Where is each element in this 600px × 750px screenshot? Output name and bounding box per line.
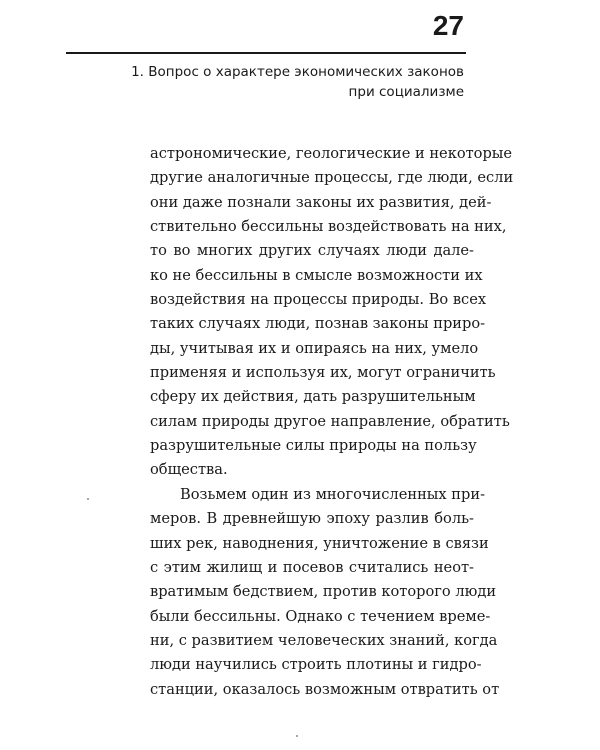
- text-line: были бессильны. Однако с течением време-: [150, 607, 491, 625]
- text-line: ших рек, наводнения, уничтожение в связи: [150, 534, 489, 552]
- text-line: общества.: [150, 461, 228, 479]
- text-line: ствительно бессильны воздействовать на них,: [150, 218, 507, 236]
- text-line: разрушительные силы природы на пользу: [150, 437, 477, 455]
- text-line: то во многих других случаях люди дале-: [150, 242, 474, 260]
- body-text: [150, 142, 514, 702]
- text-line: другие аналогичные процессы, где люди, если: [150, 169, 514, 187]
- text-line: таких случаях люди, познав законы приро-: [150, 315, 486, 333]
- paper-speck: [87, 498, 89, 500]
- text-line: применяя и используя их, могут ограничить: [150, 364, 496, 382]
- text-line: Возьмем один из многочисленных при-: [180, 485, 486, 503]
- text-line: силам природы другое направление, обратить: [150, 412, 510, 430]
- text-line: станции, оказалось возможным отвратить от: [150, 680, 500, 698]
- header-divider: [66, 52, 466, 54]
- paragraph-2: [150, 483, 500, 702]
- text-line: с этим жилищ и посевов считались неот-: [150, 558, 474, 576]
- text-line: они даже познали законы их развития, дей-: [150, 193, 492, 211]
- paragraph-1: [150, 142, 514, 483]
- page-number: 27: [432, 10, 464, 41]
- text-line: воздействия на процессы природы. Во всех: [150, 291, 487, 309]
- text-line: люди научились строить плотины и гидро-: [150, 656, 482, 674]
- running-head-line: 1. Вопрос о характере экономических законов: [131, 64, 464, 80]
- paper-speck: [296, 735, 298, 737]
- text-line: вратимым бедствием, против которого люди: [150, 583, 497, 601]
- text-line: ни, с развитием человеческих знаний, когда: [150, 631, 498, 649]
- text-line: астрономические, геологические и некоторые: [150, 145, 513, 162]
- running-head: [104, 62, 464, 102]
- running-head-line: при социализме: [348, 84, 464, 100]
- text-line: ко не бессильны в смысле возможности их: [150, 266, 483, 284]
- text-line: сферу их действия, дать разрушительным: [150, 388, 476, 406]
- text-line: меров. В древнейшую эпоху разлив боль-: [150, 510, 474, 528]
- text-line: ды, учитывая их и опираясь на них, умело: [150, 339, 479, 357]
